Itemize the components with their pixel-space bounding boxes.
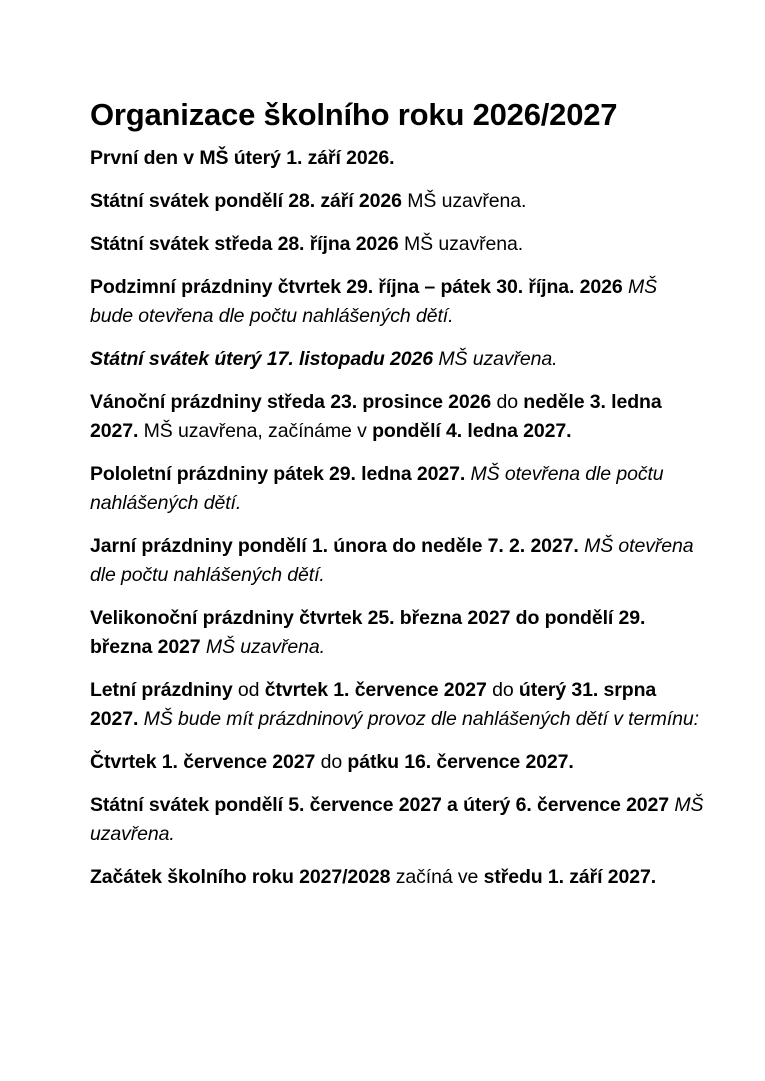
schedule-text-segment: MŠ uzavřena. [433,348,558,370]
schedule-text-segment: od [232,679,265,701]
schedule-text-segment: Podzimní prázdniny čtvrtek 29. října – pátek 30. října. 2026 [90,276,623,298]
schedule-text-segment: do [491,391,524,413]
schedule-text-segment: středu 1. září 2027. [483,866,657,888]
schedule-text-segment: pondělí 4. ledna 2027. [372,420,572,442]
schedule-text-segment: Státní svátek úterý 17. listopadu 2026 [90,348,434,370]
schedule-text-segment: První den v MŠ úterý 1. září 2026. [90,147,395,169]
schedule-paragraph [90,676,705,734]
schedule-text-segment: MŠ otevřena dle počtu nahlášených dětí. [90,463,664,514]
schedule-text-segment: Pololetní prázdniny pátek 29. ledna 2027. [90,463,466,485]
schedule-paragraph [90,604,705,662]
schedule-text-segment: do [315,751,348,773]
schedule-text-segment: Začátek školního roku 2027/2028 [90,866,391,888]
schedule-text-segment: MŠ uzavřena. [401,190,527,212]
schedule-text-segment: MŠ otevřena dle počtu nahlášených dětí. [90,535,694,586]
schedule-text-segment: Jarní prázdniny pondělí 1. února do neděle 7. 2. 2027. [90,535,579,557]
schedule-text-segment: MŠ bude mít prázdninový provoz dle nahlášených dětí v termínu: [138,708,699,730]
schedule-paragraph [90,230,705,259]
schedule-paragraph [90,863,705,892]
schedule-paragraph [90,748,705,777]
schedule-text-segment: MŠ uzavřena. [90,794,704,845]
document-title: Organizace školního roku 2026/2027 [90,97,618,132]
schedule-text-segment: Vánoční prázdniny středa 23. prosince 2026 [90,391,492,413]
schedule-text-segment: neděle 3. ledna 2027. [90,391,662,442]
schedule-text-segment: MŠ uzavřena, začínáme v [138,420,373,442]
schedule-text-segment: MŠ uzavřena. [398,233,524,255]
schedule-text-segment: čtvrtek 1. července 2027 [264,679,487,701]
schedule-paragraph [90,273,705,331]
schedule-paragraph [90,460,705,518]
schedule-paragraph [90,144,705,173]
schedule-text-segment: do [486,679,519,701]
schedule-text-segment: začíná ve [390,866,484,888]
schedule-text-segment: Čtvrtek 1. července 2027 [90,751,316,773]
schedule-text-segment: Letní prázdniny [90,679,233,701]
schedule-list [90,144,705,892]
schedule-paragraph [90,388,705,446]
schedule-paragraph [90,345,705,374]
schedule-paragraph [90,187,705,216]
schedule-text-segment: Státní svátek pondělí 5. července 2027 a úterý 6. července 2027 [90,794,670,816]
schedule-text-segment: Velikonoční prázdniny čtvrtek 25. března 2027 do pondělí 29. března 2027 [90,607,646,658]
schedule-text-segment: úterý 31. srpna 2027. [90,679,657,730]
schedule-text-segment: Státní svátek pondělí 28. září 2026 [90,190,402,212]
schedule-text-segment: MŠ bude otevřena dle počtu nahlášených dětí. [90,276,658,327]
schedule-text-segment: MŠ uzavřena. [200,636,325,658]
schedule-text-segment: pátku 16. července 2027. [347,751,574,773]
schedule-paragraph [90,791,705,849]
schedule-text-segment: Státní svátek středa 28. října 2026 [90,233,399,255]
schedule-paragraph [90,532,705,590]
